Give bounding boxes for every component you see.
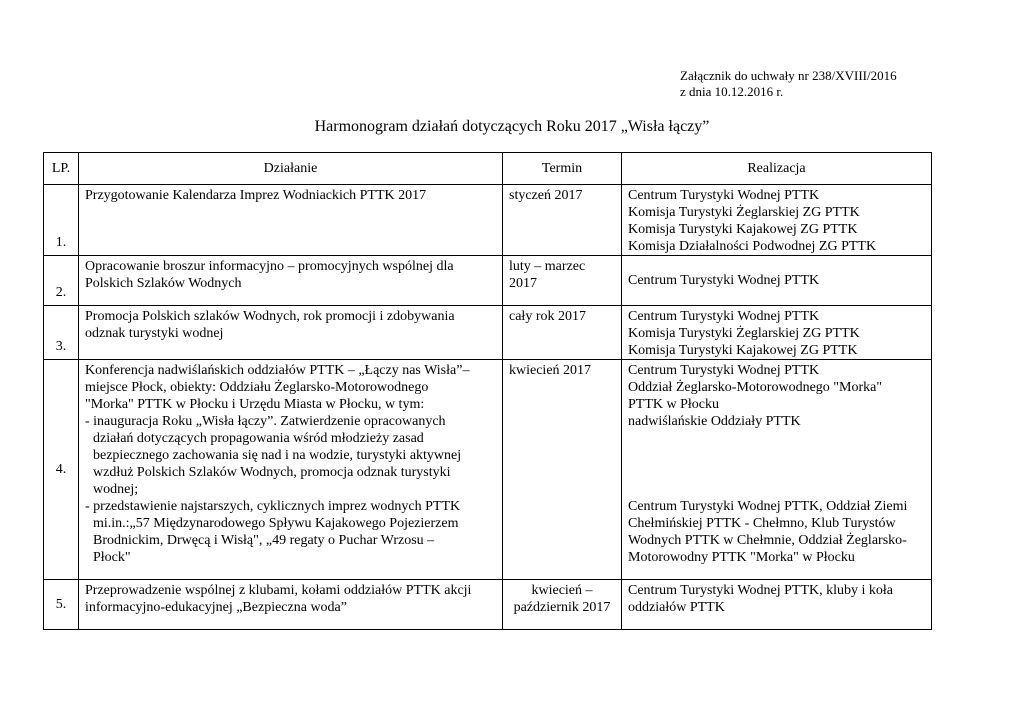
column-header-lp: LP. (44, 153, 79, 185)
term-cell (503, 306, 622, 360)
annex-note (680, 68, 897, 100)
realization-line: Komisja Turystyki Kajakowej ZG PTTK (628, 222, 858, 237)
realization-line: PTTK w Płocku (628, 397, 719, 412)
column-header-realization: Realizacja (622, 153, 932, 185)
realization-line: Oddział Żeglarsko-Motorowodnego "Morka" (628, 380, 883, 395)
action-line: wzdłuż Polskich Szlaków Wodnych, promocja odznak turystyki (93, 465, 451, 480)
action-cell (79, 580, 503, 630)
realization-cell (622, 580, 932, 630)
realization-line: Komisja Działalności Podwodnej ZG PTTK (628, 239, 877, 254)
realization-cell (622, 306, 932, 360)
row-number: 3. (44, 306, 79, 360)
action-line: działań dotyczących propagowania wśród młodzieży zasad (93, 431, 424, 446)
action-line: mi.in.:„57 Międzynarodowego Spływu Kajakowego Pojezierzem (93, 516, 459, 531)
document-title: Harmonogram działań dotyczących Roku 2017 „Wisła łączy” (314, 118, 710, 135)
realization-line: Centrum Turystyki Wodnej PTTK (628, 273, 820, 288)
action-cell (79, 360, 503, 580)
action-line: Płock" (93, 550, 131, 565)
action-line: - przedstawienie najstarszych, cyklicznych imprez wodnych PTTK (85, 499, 461, 514)
table-row (44, 360, 932, 580)
action-line: Konferencja nadwiślańskich oddziałów PTTK – „Łączy nas Wisła”– (85, 363, 470, 378)
action-cell (79, 306, 503, 360)
action-line: Przeprowadzenie wspólnej z klubami, kołami oddziałów PTTK akcji (85, 583, 472, 598)
action-line: Brodnickim, Drwęcą i Wisłą", „49 regaty o Puchar Wrzosu – (93, 533, 435, 548)
action-line: Przygotowanie Kalendarza Imprez Wodniackich PTTK 2017 (85, 188, 427, 203)
row-number: 5. (44, 580, 79, 630)
realization-line: Centrum Turystyki Wodnej PTTK (628, 363, 820, 378)
term-line: 2017 (509, 276, 537, 291)
table-row (44, 580, 932, 630)
row-number: 1. (44, 185, 79, 256)
realization-line: Centrum Turystyki Wodnej PTTK (628, 309, 820, 324)
row-number: 2. (44, 256, 79, 306)
realization-line: Centrum Turystyki Wodnej PTTK, kluby i koła (628, 583, 894, 598)
action-line: informacyjno-edukacyjnej „Bezpieczna woda” (85, 600, 347, 615)
column-header-term: Termin (503, 153, 622, 185)
spacer (628, 430, 925, 447)
term-line: luty – marzec (509, 259, 586, 274)
table-row (44, 256, 932, 306)
realization-line: nadwiślańskie Oddziały PTTK (628, 414, 801, 429)
spacer (628, 481, 925, 498)
action-line: odznak turystyki wodnej (85, 326, 224, 341)
realization-line: Chełmińskiej PTTK - Chełmno, Klub Turystów (628, 516, 896, 531)
action-cell (79, 185, 503, 256)
annex-resolution: Załącznik do uchwały nr 238/XVIII/2016 (680, 68, 897, 83)
realization-cell (622, 185, 932, 256)
table-header-row (44, 153, 932, 185)
realization-cell (622, 256, 932, 306)
term-line: styczeń 2017 (509, 188, 583, 203)
action-line: Promocja Polskich szlaków Wodnych, rok promocji i zdobywania (85, 309, 455, 324)
realization-line: Komisja Turystyki Żeglarskiej ZG PTTK (628, 205, 860, 220)
action-line: - inauguracja Roku „Wisła łączy”. Zatwierdzenie opracowanych (85, 414, 446, 429)
realization-line: Motorowodny PTTK "Morka" w Płocku (628, 550, 855, 565)
table-row (44, 185, 932, 256)
action-line: wodnej; (93, 482, 139, 497)
annex-date: z dnia 10.12.2016 r. (680, 84, 784, 99)
column-header-action: Działanie (79, 153, 503, 185)
realization-cell (622, 360, 932, 580)
action-line: Opracowanie broszur informacyjno – promocyjnych wspólnej dla (85, 259, 454, 274)
term-line: kwiecień 2017 (509, 363, 592, 378)
spacer (628, 464, 925, 481)
term-line: kwiecień – (531, 583, 593, 598)
table-row (44, 306, 932, 360)
spacer (628, 447, 925, 464)
realization-line: oddziałów PTTK (628, 600, 725, 615)
realization-line: Wodnych PTTK w Chełmnie, Oddział Żeglarsko- (628, 533, 907, 548)
realization-line: Komisja Turystyki Kajakowej ZG PTTK (628, 343, 858, 358)
schedule-table (43, 152, 932, 630)
action-line: bezpiecznego zachowania się nad i na wodzie, turystyki aktywnej (93, 448, 462, 463)
realization-line: Centrum Turystyki Wodnej PTTK, Oddział Ziemi (628, 499, 908, 514)
term-cell (503, 360, 622, 580)
action-cell (79, 256, 503, 306)
row-number: 4. (44, 360, 79, 580)
action-line: Polskich Szlaków Wodnych (85, 276, 242, 291)
action-line: miejsce Płock, obiekty: Oddziału Żeglarsko-Motorowodnego (85, 380, 429, 395)
term-line: październik 2017 (513, 600, 611, 615)
term-cell (503, 256, 622, 306)
realization-line: Komisja Turystyki Żeglarskiej ZG PTTK (628, 326, 860, 341)
action-line: "Morka" PTTK w Płocku i Urzędu Miasta w Płocku, w tym: (85, 397, 425, 412)
term-line: cały rok 2017 (509, 309, 586, 324)
term-cell (503, 185, 622, 256)
term-cell (503, 580, 622, 630)
realization-line: Centrum Turystyki Wodnej PTTK (628, 188, 820, 203)
